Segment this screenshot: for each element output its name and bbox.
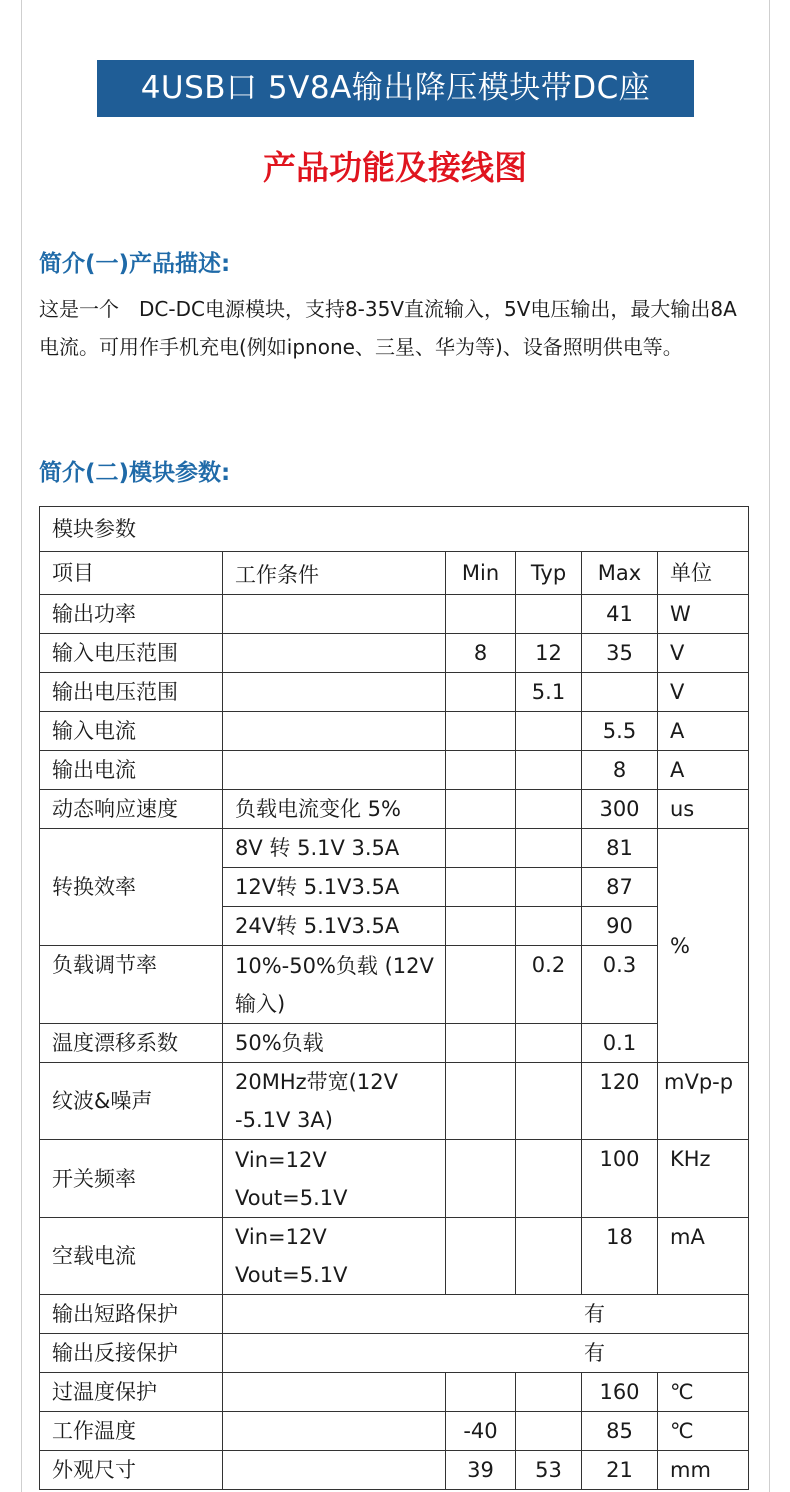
cell: 8	[582, 751, 658, 790]
cell	[446, 712, 516, 751]
cell	[446, 946, 516, 1024]
cell	[446, 1063, 516, 1140]
cell: 动态响应速度	[40, 790, 223, 829]
cell: 300	[582, 790, 658, 829]
cell: 0.3	[582, 946, 658, 1024]
cell: 18	[582, 1218, 658, 1295]
col-header: 单位	[658, 552, 749, 595]
cell	[516, 1063, 582, 1140]
cell	[446, 751, 516, 790]
cell: 5.1	[516, 673, 582, 712]
cell: 5.5	[582, 712, 658, 751]
cell: 81	[582, 829, 658, 868]
cell	[446, 1373, 516, 1412]
table-row	[40, 1295, 749, 1334]
cell	[223, 673, 446, 712]
cell: 有	[223, 1295, 749, 1334]
cell: -40	[446, 1412, 516, 1451]
cell: 85	[582, 1412, 658, 1451]
cell	[446, 1218, 516, 1295]
cell: 纹波&噪声	[40, 1063, 223, 1140]
table-row	[40, 1140, 749, 1218]
cell: V	[658, 673, 749, 712]
cell: 21	[582, 1451, 658, 1490]
cell	[446, 868, 516, 907]
cell: 100	[582, 1140, 658, 1218]
table-row	[40, 1412, 749, 1451]
cell: 负载电流变化 5%	[223, 790, 446, 829]
cell	[582, 673, 658, 712]
cell	[223, 634, 446, 673]
cell: 8	[446, 634, 516, 673]
cell	[223, 712, 446, 751]
cell: A	[658, 751, 749, 790]
cell: 90	[582, 907, 658, 946]
table-row	[40, 595, 749, 634]
cell: 120	[582, 1063, 658, 1140]
cell	[446, 829, 516, 868]
cell: us	[658, 790, 749, 829]
cell: 87	[582, 868, 658, 907]
product-title-banner: 4USB口 5V8A输出降压模块带DC座	[97, 60, 694, 117]
cell	[516, 595, 582, 634]
cell	[446, 595, 516, 634]
col-header: 项目	[40, 552, 223, 595]
table-row	[40, 1024, 749, 1063]
cell: 输入电压范围	[40, 634, 223, 673]
page-subtitle: 产品功能及接线图	[263, 148, 527, 187]
table-title-row	[40, 507, 749, 552]
table-row	[40, 1373, 749, 1412]
cell: 有	[223, 1334, 749, 1373]
cell: 160	[582, 1373, 658, 1412]
cell: 41	[582, 595, 658, 634]
cell: 53	[516, 1451, 582, 1490]
cell	[223, 1412, 446, 1451]
cell	[446, 673, 516, 712]
table-row	[40, 673, 749, 712]
cell: KHz	[658, 1140, 749, 1218]
cell	[516, 1412, 582, 1451]
cell: A	[658, 712, 749, 751]
cell: 负载调节率	[40, 946, 223, 1024]
cell: 输出反接保护	[40, 1334, 223, 1373]
cell	[516, 1140, 582, 1218]
cell: 35	[582, 634, 658, 673]
cell	[516, 751, 582, 790]
cell: W	[658, 595, 749, 634]
cell: 温度漂移系数	[40, 1024, 223, 1063]
cell	[516, 712, 582, 751]
col-header: 工作条件	[223, 552, 446, 595]
cell	[446, 907, 516, 946]
cell: 12V转 5.1V3.5A	[223, 868, 446, 907]
cell	[516, 907, 582, 946]
intro-heading: 简介(一)产品描述:	[39, 251, 231, 277]
col-header: Max	[582, 552, 658, 595]
table-row	[40, 1063, 749, 1140]
cell: Vin=12V Vout=5.1V	[223, 1140, 446, 1218]
table-row	[40, 751, 749, 790]
cell: 空载电流	[40, 1218, 223, 1295]
col-header: Typ	[516, 552, 582, 595]
cell: 输出功率	[40, 595, 223, 634]
cell: 8V 转 5.1V 3.5A	[223, 829, 446, 868]
cell: 输出电流	[40, 751, 223, 790]
cell	[516, 1373, 582, 1412]
table-row	[40, 634, 749, 673]
cell: 12	[516, 634, 582, 673]
table-row	[40, 1451, 749, 1490]
cell: 0.2	[516, 946, 582, 1024]
cell: ℃	[658, 1412, 749, 1451]
cell	[516, 1218, 582, 1295]
cell	[516, 1024, 582, 1063]
params-heading: 简介(二)模块参数:	[39, 460, 231, 486]
table-title: 模块参数	[40, 507, 749, 552]
cell: 开关频率	[40, 1140, 223, 1218]
table-row	[40, 790, 749, 829]
params-table	[39, 506, 749, 1490]
cell	[446, 790, 516, 829]
cell: 转换效率	[40, 829, 223, 946]
cell: mVp-p	[658, 1063, 749, 1140]
cell: 50%负载	[223, 1024, 446, 1063]
table-row	[40, 946, 749, 1024]
table-row	[40, 829, 749, 868]
cell: 20MHz带宽(12V -5.1V 3A)	[223, 1063, 446, 1140]
cell: 24V转 5.1V3.5A	[223, 907, 446, 946]
table-row	[40, 712, 749, 751]
col-header: Min	[446, 552, 516, 595]
cell: 0.1	[582, 1024, 658, 1063]
cell: 外观尺寸	[40, 1451, 223, 1490]
cell: 39	[446, 1451, 516, 1490]
table-header-row	[40, 552, 749, 595]
intro-description: 这是一个 DC-DC电源模块，支持8-35V直流输入，5V电压输出，最大输出8A电流。可用作手机充电(例如ipnone、三星、华为等)、设备照明供电等。	[39, 297, 737, 359]
cell	[223, 595, 446, 634]
cell: mm	[658, 1451, 749, 1490]
cell	[223, 1373, 446, 1412]
cell	[223, 751, 446, 790]
table-row	[40, 1334, 749, 1373]
cell	[446, 1140, 516, 1218]
cell: mA	[658, 1218, 749, 1295]
cell: 工作温度	[40, 1412, 223, 1451]
cell	[223, 1451, 446, 1490]
cell: Vin=12V Vout=5.1V	[223, 1218, 446, 1295]
cell: %	[658, 829, 749, 1063]
table-row	[40, 1218, 749, 1295]
cell	[516, 868, 582, 907]
cell: 输入电流	[40, 712, 223, 751]
cell: V	[658, 634, 749, 673]
cell	[516, 790, 582, 829]
cell: 10%-50%负载 (12V输入)	[223, 946, 446, 1024]
cell	[446, 1024, 516, 1063]
cell: 过温度保护	[40, 1373, 223, 1412]
cell	[516, 829, 582, 868]
cell: ℃	[658, 1373, 749, 1412]
cell: 输出电压范围	[40, 673, 223, 712]
cell: 输出短路保护	[40, 1295, 223, 1334]
